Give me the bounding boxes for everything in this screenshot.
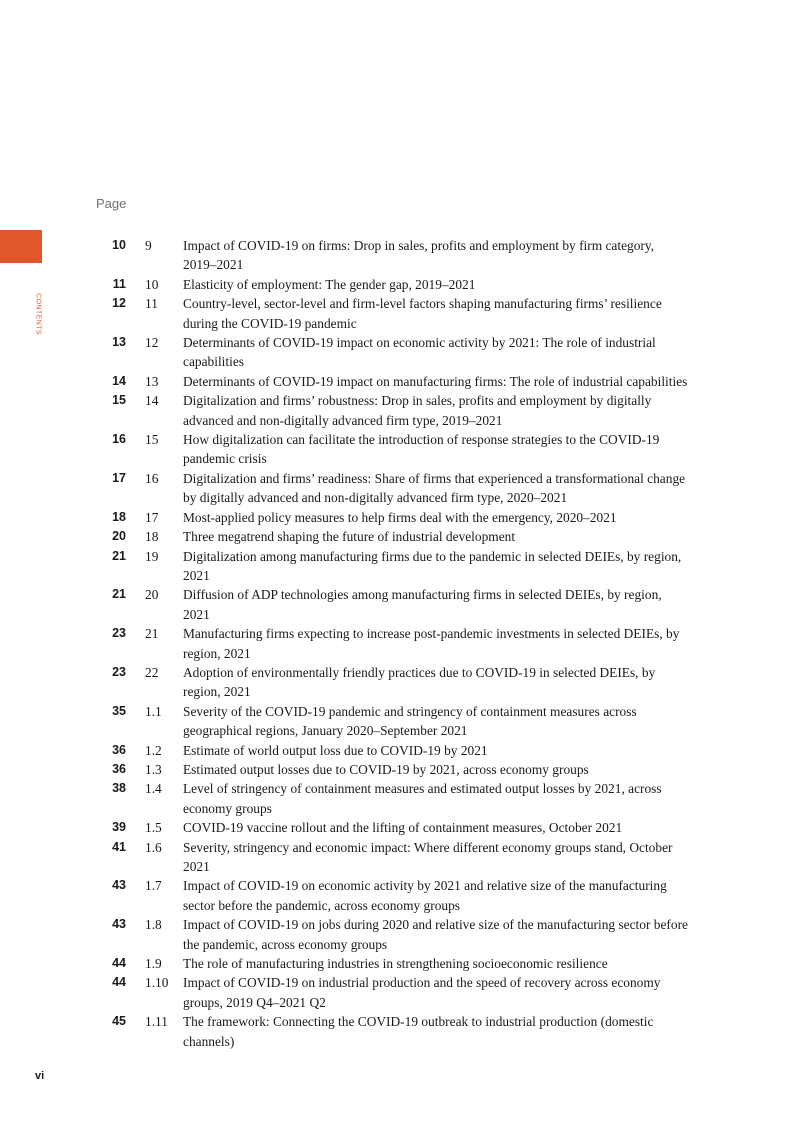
toc-entry[interactable] — [96, 954, 696, 973]
figure-number: 18 — [145, 529, 159, 545]
entry-page-number: 36 — [112, 761, 126, 776]
entry-page-number: 36 — [112, 742, 126, 757]
toc-entry[interactable] — [96, 372, 696, 391]
figure-title: Severity, stringency and economic impact: Where different economy groups stand, October 2021 — [183, 839, 673, 874]
entry-page-number: 35 — [112, 703, 126, 718]
figure-title: Impact of COVID-19 on jobs during 2020 and relative size of the manufacturing sector before the pandemic, across economy groups — [183, 917, 688, 952]
figure-title: Impact of COVID-19 on firms: Drop in sales, profits and employment by firm category, 2019–2021 — [183, 238, 655, 273]
entry-page-number: 13 — [112, 335, 126, 350]
entry-page-number: 12 — [112, 296, 126, 311]
figure-title: Level of stringency of containment measures and estimated output losses by 2021, across economy groups — [183, 781, 662, 816]
entry-page-number: 44 — [112, 975, 126, 990]
figure-title: Digitalization and firms’ readiness: Share of firms that experienced a transformational change by digitally advanced and non-digitally advanced firm type, 2020–2021 — [183, 470, 686, 506]
figure-number: 1.11 — [145, 1014, 168, 1030]
toc-entry[interactable] — [96, 779, 696, 818]
entry-page-number: 21 — [112, 548, 126, 563]
toc-entry[interactable] — [96, 663, 696, 702]
toc-entry[interactable] — [96, 275, 696, 294]
toc-entry[interactable] — [96, 236, 696, 275]
toc-entry[interactable] — [96, 527, 696, 546]
toc-entry[interactable] — [96, 838, 696, 877]
figure-title: Determinants of COVID-19 impact on economic activity by 2021: The role of industrial capabilities — [183, 335, 656, 370]
figure-title: Impact of COVID-19 on economic activity by 2021 and relative size of the manufacturing sector before the pandemic, across economy groups — [183, 878, 667, 913]
figure-title: Diffusion of ADP technologies among manufacturing firms in selected DEIEs, by region, 2021 — [183, 587, 662, 622]
toc-entry[interactable] — [96, 333, 696, 372]
figure-number: 11 — [145, 296, 158, 312]
entry-page-number: 16 — [112, 432, 126, 447]
entry-page-number: 17 — [112, 470, 126, 485]
section-label: CONTENTS — [34, 293, 42, 335]
toc-entry[interactable] — [96, 973, 696, 1012]
figure-number: 14 — [145, 393, 159, 409]
figure-number: 22 — [145, 664, 159, 680]
figure-list — [96, 236, 696, 1051]
entry-page-number: 18 — [112, 509, 126, 524]
toc-entry[interactable] — [96, 702, 696, 741]
toc-entry[interactable] — [96, 876, 696, 915]
toc-entry[interactable] — [96, 818, 696, 837]
figure-number: 21 — [145, 626, 159, 642]
figure-number: 9 — [145, 238, 152, 253]
figure-number: 1.9 — [145, 956, 162, 972]
figure-number: 19 — [145, 548, 159, 564]
figure-title: Severity of the COVID-19 pandemic and stringency of containment measures across geographical regions, January 2020–September 2021 — [183, 703, 637, 739]
toc-entry[interactable] — [96, 915, 696, 954]
entry-page-number: 41 — [112, 839, 126, 854]
figure-number: 1.4 — [145, 781, 162, 797]
figure-title: Digitalization and firms’ robustness: Drop in sales, profits and employment by digitally advanced and non-digitally advanced firm type, 2019–2021 — [183, 393, 652, 428]
entry-page-number: 20 — [112, 529, 126, 544]
figure-title: The role of manufacturing industries in strengthening socioeconomic resilience — [183, 956, 608, 972]
figure-number: 17 — [145, 509, 159, 525]
figure-number: 1.3 — [145, 761, 162, 777]
figure-number: 1.1 — [145, 703, 162, 719]
figure-title: Most-applied policy measures to help firms deal with the emergency, 2020–2021 — [183, 509, 617, 525]
figure-title: Three megatrend shaping the future of industrial development — [183, 529, 516, 545]
figure-number: 13 — [145, 373, 159, 389]
figure-number: 20 — [145, 587, 159, 603]
figure-title: Estimated output losses due to COVID-19 by 2021, across economy groups — [183, 761, 589, 777]
entry-page-number: 38 — [112, 781, 126, 796]
entry-page-number: 23 — [112, 664, 126, 679]
page-column-heading: Page — [96, 196, 127, 211]
figure-title: Adoption of environmentally friendly practices due to COVID-19 in selected DEIEs, by region, 2021 — [183, 664, 656, 700]
figure-number: 15 — [145, 432, 159, 448]
figure-number: 1.7 — [145, 878, 162, 894]
figure-title: Manufacturing firms expecting to increase post-pandemic investments in selected DEIEs, by region, 2021 — [183, 626, 680, 661]
figure-title: Determinants of COVID-19 impact on manufacturing firms: The role of industrial capabilities — [183, 373, 688, 389]
section-tab — [0, 230, 42, 263]
figure-number: 1.8 — [145, 917, 162, 933]
figure-title: Country-level, sector-level and firm-level factors shaping manufacturing firms’ resilience during the COVID-19 pandemic — [183, 296, 662, 331]
entry-page-number: 44 — [112, 956, 126, 971]
figure-title: Digitalization among manufacturing firms due to the pandemic in selected DEIEs, by region, 2021 — [183, 548, 682, 583]
entry-page-number: 10 — [112, 238, 126, 252]
page-number: vi — [35, 1070, 45, 1082]
figure-number: 16 — [145, 470, 159, 486]
toc-entry[interactable] — [96, 1012, 696, 1051]
figure-title: Estimate of world output loss due to COVID-19 by 2021 — [183, 742, 488, 758]
entry-page-number: 21 — [112, 587, 126, 602]
entry-page-number: 45 — [112, 1014, 126, 1029]
figure-number: 10 — [145, 276, 159, 292]
toc-entry[interactable] — [96, 391, 696, 430]
figure-number: 1.10 — [145, 975, 169, 991]
entry-page-number: 43 — [112, 878, 126, 893]
toc-entry[interactable] — [96, 741, 696, 760]
toc-entry[interactable] — [96, 585, 696, 624]
figure-title: Impact of COVID-19 on industrial production and the speed of recovery across economy groups, 2019 Q4–2021 Q2 — [183, 975, 661, 1010]
toc-entry[interactable] — [96, 294, 696, 333]
figure-number: 1.2 — [145, 742, 162, 758]
toc-entry[interactable] — [96, 547, 696, 586]
toc-entry[interactable] — [96, 624, 696, 663]
figure-number: 12 — [145, 335, 159, 351]
entry-page-number: 43 — [112, 917, 126, 932]
entry-page-number: 23 — [112, 626, 126, 641]
figure-number: 1.5 — [145, 820, 162, 836]
figure-title: How digitalization can facilitate the introduction of response strategies to the COVID-19 pandemic crisis — [183, 432, 660, 467]
entry-page-number: 14 — [112, 373, 126, 388]
toc-entry[interactable] — [96, 430, 696, 469]
entry-page-number: 39 — [112, 820, 126, 835]
entry-page-number: 11 — [112, 276, 126, 291]
figure-title: COVID-19 vaccine rollout and the lifting of containment measures, October 2021 — [183, 820, 623, 836]
figure-title: The framework: Connecting the COVID-19 outbreak to industrial production (domestic channels) — [183, 1014, 654, 1049]
figure-title: Elasticity of employment: The gender gap, 2019–2021 — [183, 276, 476, 292]
entry-page-number: 15 — [112, 393, 126, 408]
toc-entry[interactable] — [96, 508, 696, 527]
figure-number: 1.6 — [145, 839, 162, 855]
toc-entry[interactable] — [96, 760, 696, 779]
toc-entry[interactable] — [96, 469, 696, 508]
